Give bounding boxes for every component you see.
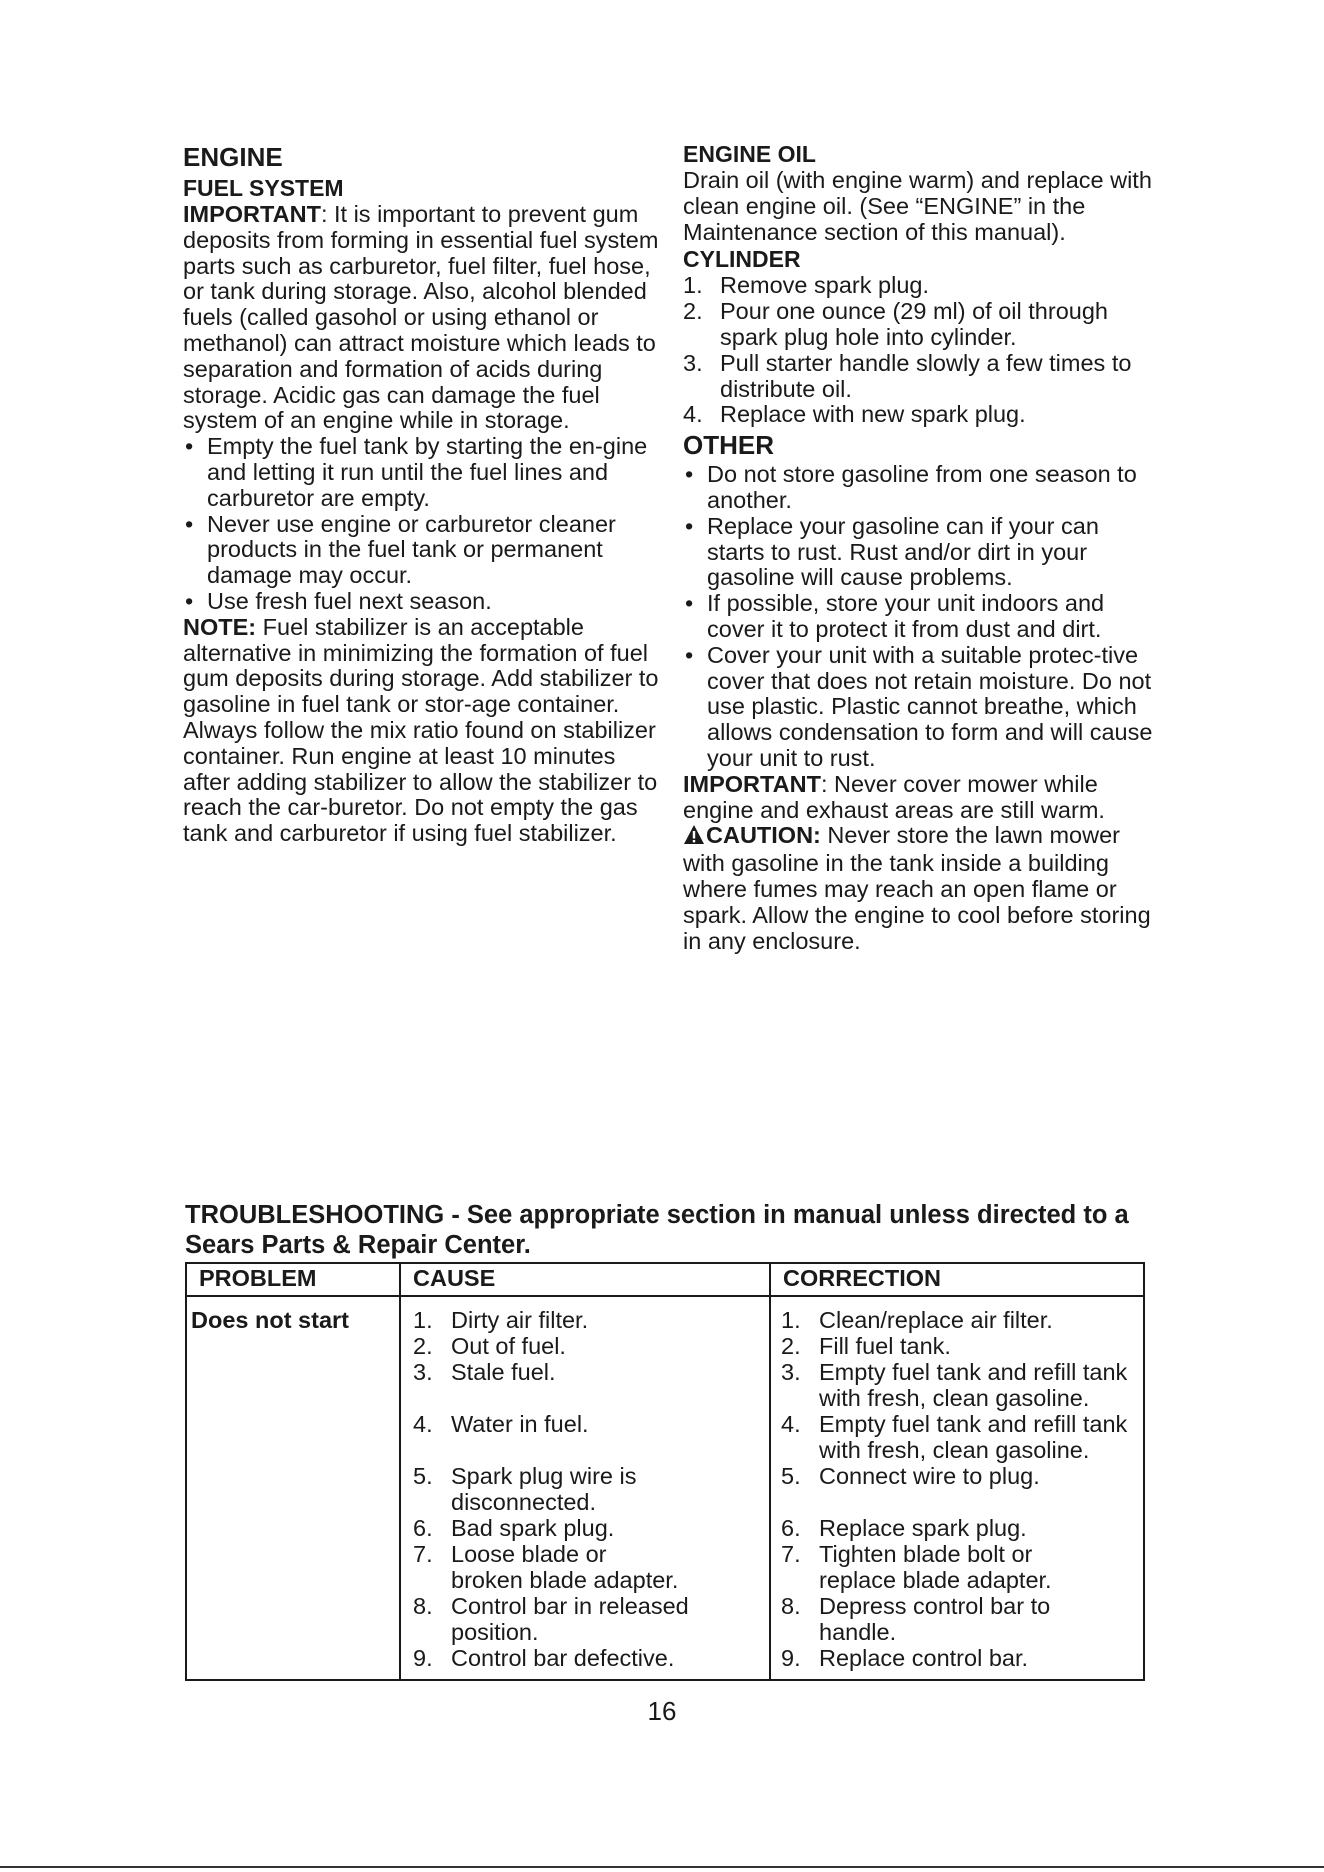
step-number: 1.	[683, 272, 703, 299]
engine-heading: ENGINE	[183, 142, 283, 172]
list-item	[413, 1463, 769, 1515]
step-text: Remove spark plug.	[720, 272, 929, 299]
list-item	[413, 1515, 769, 1541]
caution-text: Never store the lawn mower with gasoline in the tank inside a building where fumes may reach an open flame or spark. Allow the engine to cool before storing in any enclosure.	[683, 822, 1151, 954]
cylinder-steps	[683, 273, 1153, 428]
note-label: NOTE:	[183, 613, 257, 640]
list-item	[781, 1593, 1143, 1645]
fuel-system-heading: FUEL SYSTEM	[183, 175, 344, 201]
warning-triangle-icon	[683, 824, 705, 851]
cause-cell	[400, 1296, 770, 1680]
correction-list	[781, 1307, 1143, 1671]
list-item	[413, 1541, 769, 1593]
item-number: 7.	[413, 1541, 433, 1567]
item-text: Control bar in released position.	[451, 1593, 689, 1645]
item-text: Connect wire to plug.	[819, 1463, 1040, 1489]
item-text: Water in fuel.	[451, 1411, 589, 1437]
item-number: 1.	[781, 1307, 801, 1333]
item-text: Out of fuel.	[451, 1333, 566, 1359]
list-item	[413, 1359, 769, 1411]
list-item	[683, 273, 1153, 299]
page-bottom-rule	[0, 1866, 1324, 1868]
note-text: Fuel stabilizer is an acceptable alternative in minimizing the formation of fuel gum deposits during storage. Add stabilizer to gasoline in fuel tank or stor-age container. Always follow the mix ratio found on stabilizer container. Run engine at least 10 minutes after adding stabilizer to allow the stabilizer to reach the car-buretor. Do not empty the gas tank and carburetor if using fuel stabilizer.	[183, 613, 659, 847]
item-number: 5.	[781, 1463, 801, 1489]
list-item	[683, 402, 1153, 428]
fuel-system-paragraph	[183, 202, 663, 434]
list-item	[781, 1463, 1143, 1515]
list-item	[413, 1307, 769, 1333]
list-item	[781, 1515, 1143, 1541]
troubleshooting-heading: TROUBLESHOOTING - See appropriate section in manual unless directed to a Sears Parts & Repair Center.	[185, 1201, 1129, 1259]
caution-label: CAUTION:	[706, 822, 821, 849]
item-text: Empty fuel tank and refill tank with fresh, clean gasoline.	[819, 1359, 1128, 1411]
step-text: Pull starter handle slowly a few times to distribute oil.	[720, 349, 1132, 402]
step-number: 3.	[683, 349, 703, 376]
table-row	[186, 1296, 1144, 1680]
page-number: 16	[647, 1696, 677, 1726]
engine-oil-heading: ENGINE OIL	[683, 141, 816, 167]
item-number: 3.	[413, 1359, 433, 1385]
item-number: 2.	[781, 1333, 801, 1359]
item-number: 6.	[413, 1515, 433, 1541]
cause-list	[413, 1307, 769, 1671]
item-text: Stale fuel.	[451, 1359, 556, 1385]
note-paragraph	[183, 615, 663, 847]
item-text: Dirty air filter.	[451, 1307, 589, 1333]
item-text: Spark plug wire is disconnected.	[451, 1463, 637, 1515]
right-column	[683, 140, 1153, 954]
list-item	[413, 1645, 769, 1671]
item-number: 1.	[413, 1307, 433, 1333]
important-mower-paragraph	[683, 772, 1153, 824]
item-number: 2.	[413, 1333, 433, 1359]
item-number: 8.	[781, 1593, 801, 1619]
important-text: : Never cover mower while engine and exhaust areas are still warm.	[683, 770, 1105, 823]
list-item: • Cover your unit with a suitable protec-tive cover that does not retain moisture. Do not use plastic. Plastic cannot breathe, which allows condensation to form and will cause your unit to rust.	[683, 643, 1153, 772]
important-label: IMPORTANT	[683, 770, 821, 797]
item-text: Replace spark plug.	[819, 1515, 1027, 1541]
list-item: • Empty the fuel tank by starting the en-gine and letting it run until the fuel lines and carburetor are empty.	[183, 434, 663, 511]
column-header-correction: CORRECTION	[770, 1263, 1144, 1296]
list-item: • Do not store gasoline from one season to another.	[683, 462, 1153, 514]
list-item	[781, 1645, 1143, 1671]
caution-paragraph	[683, 823, 1153, 954]
list-item	[413, 1333, 769, 1359]
item-text: Bad spark plug.	[451, 1515, 615, 1541]
important-text: : It is important to prevent gum deposits from forming in essential fuel system parts such as carburetor, fuel filter, fuel hose, or tank during storage. Also, alcohol blended fuels (called gasohol or using ethanol or methanol) can attract moisture which leads to separation and formation of acids during storage. Acidic gas can damage the fuel system of an engine while in storage.	[183, 201, 659, 434]
other-heading: OTHER	[683, 430, 774, 461]
fuel-bullet-list	[183, 434, 663, 615]
item-number: 9.	[413, 1645, 433, 1671]
list-item: • Replace your gasoline can if your can starts to rust. Rust and/or dirt in your gasoline will cause problems.	[683, 514, 1153, 591]
item-number: 7.	[781, 1541, 801, 1567]
list-item	[781, 1359, 1143, 1411]
problem-cell: Does not start	[186, 1296, 400, 1680]
item-text: Tighten blade bolt or replace blade adapter.	[819, 1541, 1052, 1593]
engine-oil-paragraph: Drain oil (with engine warm) and replace with clean engine oil. (See “ENGINE” in the Maintenance section of this manual).	[683, 167, 1152, 245]
important-label: IMPORTANT	[183, 201, 321, 227]
list-item	[781, 1541, 1143, 1593]
step-number: 4.	[683, 401, 703, 428]
list-item: • Never use engine or carburetor cleaner products in the fuel tank or permanent damage may occur.	[183, 512, 663, 589]
item-text: Fill fuel tank.	[819, 1333, 951, 1359]
list-item	[683, 299, 1153, 351]
item-number: 3.	[781, 1359, 801, 1385]
list-item	[781, 1411, 1143, 1463]
list-item	[781, 1333, 1143, 1359]
item-text: Empty fuel tank and refill tank with fresh, clean gasoline.	[819, 1411, 1128, 1463]
item-number: 5.	[413, 1463, 433, 1489]
item-number: 8.	[413, 1593, 433, 1619]
item-text: Loose blade or broken blade adapter.	[451, 1541, 679, 1593]
item-text: Control bar defective.	[451, 1645, 675, 1671]
correction-cell	[770, 1296, 1144, 1680]
item-number: 4.	[413, 1411, 433, 1437]
list-item	[781, 1307, 1143, 1333]
list-item	[413, 1593, 769, 1645]
list-item: • Use fresh fuel next season.	[183, 589, 663, 615]
item-text: Replace control bar.	[819, 1645, 1029, 1671]
item-text: Depress control bar to handle.	[819, 1593, 1051, 1645]
column-header-cause: CAUSE	[400, 1263, 770, 1296]
item-text: Clean/replace air filter.	[819, 1307, 1053, 1333]
cylinder-heading: CYLINDER	[683, 246, 801, 273]
item-number: 4.	[781, 1411, 801, 1437]
column-header-problem: PROBLEM	[186, 1263, 400, 1296]
list-item: • If possible, store your unit indoors and cover it to protect it from dust and dirt.	[683, 591, 1153, 643]
troubleshooting-table	[185, 1262, 1145, 1681]
step-text: Replace with new spark plug.	[720, 401, 1026, 428]
list-item	[413, 1411, 769, 1463]
other-bullet-list	[683, 462, 1153, 772]
item-number: 9.	[781, 1645, 801, 1671]
table-header-row	[186, 1263, 1144, 1296]
step-text: Pour one ounce (29 ml) of oil through spark plug hole into cylinder.	[720, 298, 1108, 350]
list-item	[683, 351, 1153, 403]
left-column	[183, 140, 663, 847]
step-number: 2.	[683, 298, 703, 325]
item-number: 6.	[781, 1515, 801, 1541]
